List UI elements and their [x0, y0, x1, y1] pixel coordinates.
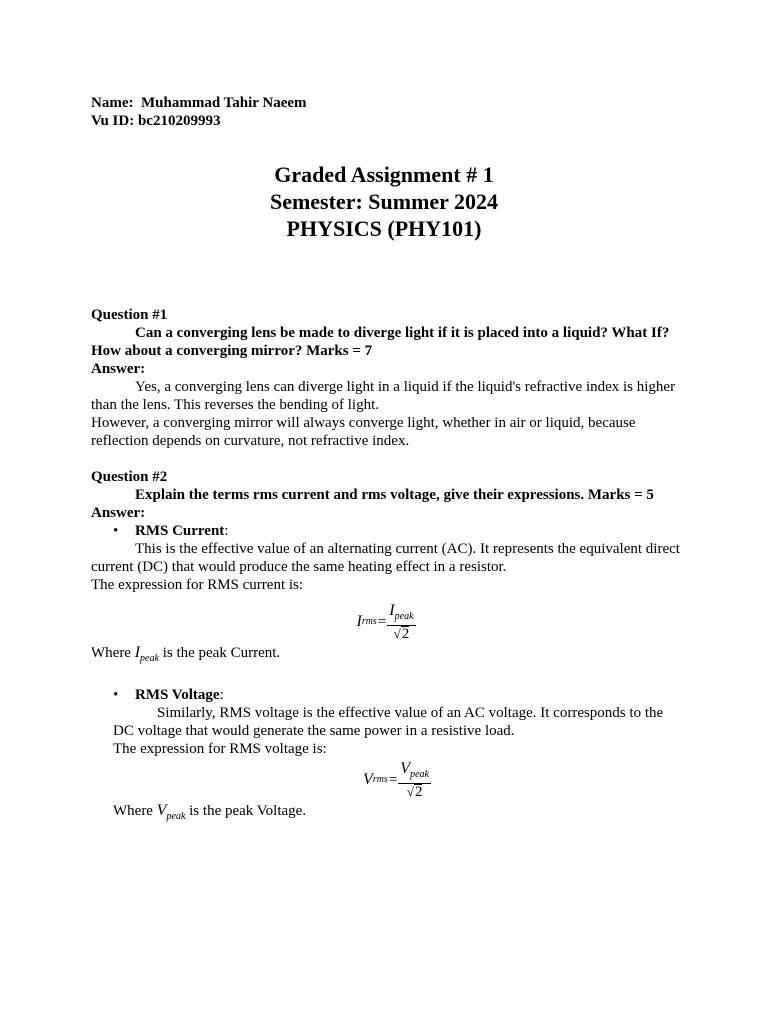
rms-voltage-where — [91, 802, 681, 826]
rms-voltage-colon: : — [219, 687, 224, 703]
title-block — [91, 161, 677, 242]
formula-symbol: I — [356, 613, 362, 630]
numerator-subscript: peak — [394, 610, 414, 622]
q1-answer-label: Answer: — [91, 361, 146, 377]
formula-denominator — [394, 626, 410, 642]
numerator-symbol: I — [389, 601, 395, 619]
formula-symbol: V — [363, 771, 373, 788]
rms-voltage-formula — [113, 760, 681, 800]
rms-current-expression-intro: The expression for RMS current is: — [91, 577, 304, 593]
rms-current-formula — [91, 602, 681, 642]
rms-current-term: RMS Current — [135, 523, 225, 539]
where-subscript: peak — [166, 811, 186, 822]
where-symbol: I — [134, 644, 141, 661]
where-post: is the peak Current. — [162, 645, 281, 661]
bullet-icon: • — [113, 523, 119, 539]
numerator-symbol: V — [400, 759, 411, 777]
rms-voltage-body — [91, 704, 681, 758]
where-subscript: peak — [140, 653, 159, 664]
q2-answer-label: Answer: — [91, 505, 146, 521]
rms-current-bullet — [91, 522, 681, 540]
formula-equals: = — [377, 614, 387, 630]
q1-text: Can a converging lens be made to diverge light if it is placed into a liquid? What If? How about a converging mirror? Marks = 7 — [91, 325, 670, 359]
formula-numerator — [387, 603, 415, 626]
numerator-subscript: peak — [410, 768, 429, 780]
id-label: Vu ID: — [91, 113, 135, 129]
sqrt-icon: √ 2 — [406, 783, 423, 800]
document-page — [91, 94, 681, 826]
q1-answer-p1: Yes, a converging lens can diverge light in a liquid if the liquid's refractive index is higher than the lens. This reverses the bending of light. — [91, 379, 676, 413]
q1-answer-p2: However, a converging mirror will always converge light, whether in air or liquid, because reflection depends on curvature, not refractive index. — [91, 415, 636, 449]
radicand: 2 — [414, 783, 423, 800]
rms-voltage-description: Similarly, RMS voltage is the effective value of an AC voltage. It corresponds to the DC voltage that would generate the same power in a resistive load. — [113, 705, 664, 739]
formula-subscript: rms — [361, 616, 377, 627]
student-id-line — [91, 112, 681, 130]
name-value: Muhammad Tahir Naeem — [140, 95, 307, 111]
id-value: bc210209993 — [137, 113, 221, 129]
title-course: PHYSICS (PHY101) — [286, 216, 482, 241]
name-label: Name: — [91, 95, 134, 111]
q1-heading: Question #1 — [91, 307, 168, 323]
title-semester: Semester: Summer 2024 — [269, 189, 499, 214]
q2-text: Explain the terms rms current and rms voltage, give their expressions. Marks = 5 — [135, 487, 654, 503]
rms-current-colon: : — [224, 523, 229, 539]
formula-fraction — [398, 761, 431, 800]
sqrt-icon: √ 2 — [393, 625, 410, 642]
title-assignment: Graded Assignment # 1 — [274, 162, 494, 187]
where-pre: Where — [91, 645, 131, 661]
formula-fraction — [387, 603, 415, 642]
rms-voltage-bullet — [91, 686, 681, 704]
rms-current-description: This is the effective value of an alternating current (AC). It represents the equivalent direct current (DC) that would produce the same heating effect in a resistor. — [91, 541, 680, 575]
formula-numerator — [398, 761, 431, 784]
rms-voltage-term: RMS Voltage — [135, 687, 220, 703]
radicand: 2 — [401, 625, 410, 642]
rms-current-where — [91, 644, 681, 668]
where-post: is the peak Voltage. — [189, 803, 307, 819]
formula-denominator — [407, 784, 423, 800]
q2-heading: Question #2 — [91, 469, 168, 485]
where-symbol: V — [156, 802, 167, 819]
where-pre: Where — [113, 803, 153, 819]
formula-subscript: rms — [372, 774, 388, 785]
formula-equals: = — [388, 772, 398, 788]
student-name-line — [91, 94, 681, 112]
rms-voltage-expression-intro: The expression for RMS voltage is: — [113, 741, 327, 757]
bullet-icon: • — [113, 687, 119, 703]
